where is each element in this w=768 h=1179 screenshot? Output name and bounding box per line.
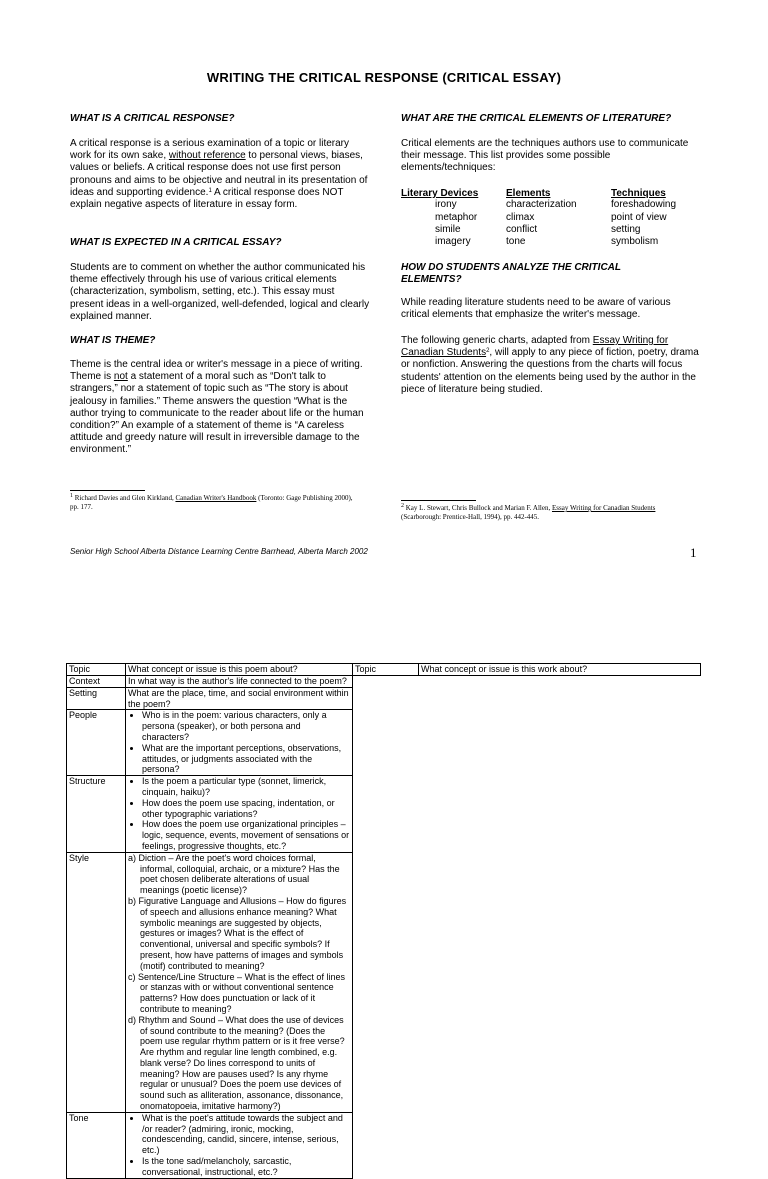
style-questions [126,852,353,1112]
people-questions [126,710,353,776]
table-row [67,710,353,776]
list-item: b) Figurative Language and Allusions – How do figures of speech and allusions enhance meaning? What symbolic meanings are suggested by objects, gestures or images? What is the effect of conventional, universal and specific symbols? If present, how have patterns of images and symbols (motif) contributed to meaning? [128,895,347,971]
table-row [67,776,353,853]
list-item: c) Sentence/Line Structure – What is the effect of lines or stanzas with or without conventional sentence patterns? How does punctuation or lack of it contribute to meaning? [128,971,345,1014]
list-item: • What are the important perceptions, observations, attitudes, or judgments associated with the persona? [142,743,350,775]
paragraph-charts: The following generic charts, adapted from Essay Writing for Canadian Students$^2$, will apply to any piece of fiction, poetry, drama or nonfiction. Answering the questions from the charts will focus students' attention on the elements being used by the author in the piece of literature being studied. [401,335,699,395]
literary-elements-table [401,187,711,248]
table-cell: irony [435,199,457,211]
table-cell: setting [611,223,641,235]
topic-label-2: Topic [353,664,419,676]
structure-questions [126,776,353,853]
list-item: a) Diction – Are the poet's word choices formal, informal, colloquial, archaic, or a mixture? Has the poet chosen deliberate alterations of usual meanings (poetic license)? [128,852,340,896]
table-cell: foreshadowing [611,199,677,211]
setting-label: Setting [67,687,126,710]
table-cell: characterization [506,199,577,211]
table-cell: point of view [611,211,667,223]
table-cell: symbolism [611,236,659,248]
footnote-1: $^1$ Richard Davies and Glen Kirkland, Canadian Writer's Handbook (Toronto: Gage Publishing 2000), pp. 177. [70,493,353,511]
table-row [401,212,711,224]
context-label: Context [67,676,126,688]
topic-header-table [66,663,701,676]
footnote-rule-2 [401,500,476,501]
topic-question: What concept or issue is this poem about? [126,664,353,676]
header-literary-devices: Literary Devices [401,187,479,199]
footnote-2: $^2$ Kay L. Stewart, Chris Bullock and Marian F. Allen, Essay Writing for Canadian Students (Scarborough: Prentice-Hall, 1994), pp. 442-445. [401,503,656,521]
poem-analysis-chart [66,675,353,1179]
table-cell: tone [506,236,526,248]
list-item: • Is the tone sad/melancholy, sarcastic, conversational, instructional, etc.? [142,1156,350,1178]
paragraph-critical-elements: Critical elements are the techniques authors use to communicate their message. This list provides some possible elements/techniques: [401,138,689,174]
list-item: • Is the poem a particular type (sonnet, limerick, cinquain, haiku)? [142,776,350,798]
table-row [401,236,711,248]
topic-question-2: What concept or issue is this work about? [419,664,701,676]
structure-label: Structure [67,776,126,853]
list-item: d) Rhythm and Sound – What does the use of devices of sound contribute to the meaning? (Does the poem use regular rhythm pattern or is it free verse? Are rhythm and regular line length combined, e.g. blank verse? Do lines correspond to units of meaning? How are pauses used? Is any rhyme regular or unusual? Does the poem use devices of sound such as alliteration, assonance, dissonance, onomatopoeia, imitative harmony?) [128,1014,345,1112]
list-item: • How does the poem use spacing, indentation, or other typographic variations? [142,798,350,820]
paragraph-expected: Students are to comment on whether the author communicated his theme effectively through his use of various critical elements (characterization, symbolism, setting, etc.). This essay must present ideas in a well-organized, well-defended, logical and clearly explained manner. [70,262,370,322]
table-row [401,199,711,211]
footnote-rule-1 [70,490,145,491]
heading-expected: WHAT IS EXPECTED IN A CRITICAL ESSAY? [70,237,282,248]
table-cell: conflict [506,223,538,235]
header-elements: Elements [506,187,551,199]
topic-label: Topic [67,664,126,676]
tone-questions [126,1112,353,1178]
list-item: • Who is in the poem: various characters, only a persona (speaker), or both persona and characters? [142,710,350,742]
page-title: WRITING THE CRITICAL RESPONSE (CRITICAL ESSAY) [206,70,562,85]
page-footer: Senior High School Alberta Distance Learning Centre Barrhead, Alberta March 2002 [70,547,368,556]
table-row [67,687,353,710]
table-row [67,664,701,676]
heading-critical-response: WHAT IS A CRITICAL RESPONSE? [70,113,235,124]
heading-critical-elements: WHAT ARE THE CRITICAL ELEMENTS OF LITERATURE? [401,113,672,124]
setting-question: What are the place, time, and social environment within the poem? [126,687,353,710]
heading-analyze: HOW DO STUDENTS ANALYZE THE CRITICAL ELEMENTS? [401,262,621,285]
table-cell: climax [506,211,535,223]
list-item: • How does the poem use organizational principles – logic, sequence, events, movement of sensations or feelings, progressive thoughts, etc.? [142,819,350,851]
heading-theme: WHAT IS THEME? [70,335,156,346]
paragraph-critical-response: A critical response is a serious examination of a topic or literary work for its own sake, without reference to personal views, biases, values or beliefs. A critical response does not use first person pronouns and aims to be objective and neutral in its presentation of ideas and supporting evidence.$^1$ A critical response does NOT explain negative aspects of literature in essay form. [70,138,368,211]
paragraph-theme: Theme is the central idea or writer's message in a piece of writing. Theme is not a statement of a moral such as “Don't talk to strangers,” nor a statement of topic such as “The story is about jealousy in families.” Theme answers the question “What is the author trying to communicate to the reader about life or the human condition?” An example of a statement of theme is “A careless attitude and greedy nature will result in irreversible damage to the environment.” [70,359,364,456]
context-question: In what way is the author's life connected to the poem? [126,676,353,688]
paragraph-analyze: While reading literature students need to be aware of various critical elements that emphasize the writer's message. [401,297,671,321]
style-label: Style [67,852,126,1112]
list-item: • What is the poet's attitude towards the subject and /or reader? (admiring, ironic, mocking, condescending, candid, sincere, intense, serious, etc.) [142,1113,350,1156]
header-techniques: Techniques [611,187,666,199]
people-label: People [67,710,126,776]
table-cell: imagery [435,236,471,248]
tone-label: Tone [67,1112,126,1178]
table-row [67,852,353,1112]
page-number: 1 [690,545,697,560]
table-row [67,1112,353,1178]
table-cell: metaphor [435,211,478,223]
table-row [401,224,711,236]
table-row [67,676,353,688]
table-cell: simile [435,223,461,235]
